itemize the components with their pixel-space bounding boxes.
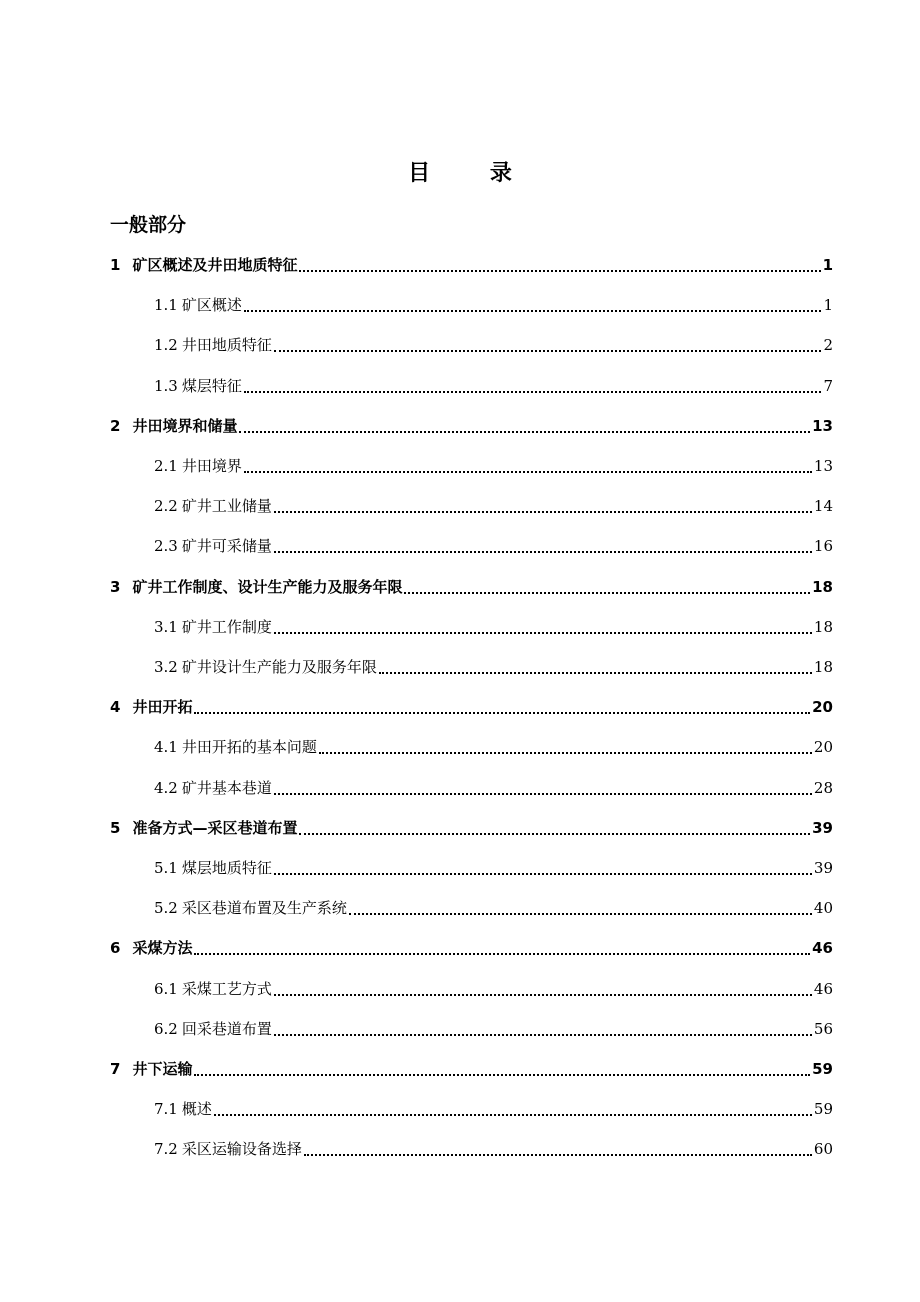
toc-chapter-entry[interactable] — [110, 572, 833, 602]
dot-leader — [299, 833, 810, 835]
dot-leader — [274, 793, 812, 795]
toc-entry-page-number: 1 — [823, 296, 833, 314]
toc-entry-number: 6.1 — [154, 980, 178, 998]
toc-section-entry[interactable] — [154, 1014, 833, 1044]
toc-entry-page-number: 60 — [813, 1140, 833, 1158]
toc-entry-title: 矿井基本巷道 — [181, 779, 272, 797]
toc-entry-page-number: 2 — [823, 336, 833, 354]
toc-entry-page-number: 28 — [813, 779, 833, 797]
toc-entry-title: 井田地质特征 — [181, 336, 272, 354]
toc-entry-number: 5.2 — [154, 899, 178, 917]
toc-entry-page-number: 7 — [823, 377, 833, 395]
toc-entry-number: 4 — [110, 698, 121, 716]
toc-entry-title: 煤层特征 — [181, 377, 242, 395]
toc-entry-page-number: 59 — [813, 1100, 833, 1118]
toc-entry-number: 3.2 — [154, 658, 178, 676]
toc-entry-title: 煤层地质特征 — [181, 859, 272, 877]
toc-chapter-entry[interactable] — [110, 692, 833, 722]
toc-section-entry[interactable] — [154, 893, 833, 923]
dot-leader — [214, 1114, 812, 1116]
toc-entry-page-number: 59 — [812, 1060, 833, 1078]
toc-entry-number: 6.2 — [154, 1020, 178, 1038]
toc-title: 目 录 — [408, 161, 538, 186]
toc-section-entry[interactable] — [154, 652, 833, 682]
toc-entry-number: 2 — [110, 417, 121, 435]
toc-entry-page-number: 20 — [813, 738, 833, 756]
toc-entry-title: 矿井可采储量 — [181, 537, 272, 555]
dot-leader — [244, 310, 822, 312]
dot-leader — [244, 471, 812, 473]
toc-section-entry[interactable] — [154, 732, 833, 762]
toc-entry-number: 7.2 — [154, 1140, 178, 1158]
toc-entry-title: 采区运输设备选择 — [181, 1140, 302, 1158]
toc-section-entry[interactable] — [154, 773, 833, 803]
section-heading: 一般部分 — [110, 214, 187, 236]
dot-leader — [274, 632, 812, 634]
toc-entry-page-number: 14 — [813, 497, 833, 515]
toc-entry-title: 矿区概述及井田地质特征 — [132, 256, 298, 274]
toc-entry-title: 井下运输 — [132, 1060, 193, 1078]
toc-entry-number: 1 — [110, 256, 121, 274]
toc-section-entry[interactable] — [154, 1094, 833, 1124]
dot-leader — [194, 953, 810, 955]
toc-entry-title: 矿井工业储量 — [181, 497, 272, 515]
toc-entry-title: 井田境界 — [181, 457, 242, 475]
dot-leader — [274, 873, 812, 875]
toc-entry-title: 准备方式—采区巷道布置 — [132, 819, 298, 837]
toc-entry-number: 4.1 — [154, 738, 178, 756]
dot-leader — [274, 350, 822, 352]
toc-entry-number: 1.2 — [154, 336, 178, 354]
toc-chapter-entry[interactable] — [110, 411, 833, 441]
toc-entry-title: 采煤工艺方式 — [181, 980, 272, 998]
toc-section-entry[interactable] — [154, 330, 833, 360]
toc-entry-title: 井田境界和储量 — [132, 417, 238, 435]
toc-section-entry[interactable] — [154, 491, 833, 521]
toc-entry-title: 采区巷道布置及生产系统 — [181, 899, 347, 917]
dot-leader — [274, 511, 812, 513]
toc-entry-page-number: 16 — [813, 537, 833, 555]
dot-leader — [194, 712, 810, 714]
toc-entry-title: 井田开拓的基本问题 — [181, 738, 317, 756]
toc-chapter-entry[interactable] — [110, 1054, 833, 1084]
dot-leader — [194, 1074, 810, 1076]
toc-entry-title: 概述 — [181, 1100, 212, 1118]
toc-section-entry[interactable] — [154, 290, 833, 320]
toc-entry-number: 5 — [110, 819, 121, 837]
toc-chapter-entry[interactable] — [110, 933, 833, 963]
toc-entry-number: 1.3 — [154, 377, 178, 395]
toc-entry-page-number: 13 — [813, 457, 833, 475]
toc-entry-page-number: 20 — [812, 698, 833, 716]
toc-entry-title: 矿区概述 — [181, 296, 242, 314]
toc-section-entry[interactable] — [154, 974, 833, 1004]
toc-entry-page-number: 56 — [813, 1020, 833, 1038]
toc-entry-number: 7.1 — [154, 1100, 178, 1118]
toc-entry-page-number: 46 — [813, 980, 833, 998]
toc-entry-number: 7 — [110, 1060, 121, 1078]
toc-entry-page-number: 1 — [822, 256, 833, 274]
toc-entry-number: 2.2 — [154, 497, 178, 515]
toc-entry-page-number: 18 — [812, 578, 833, 596]
dot-leader — [319, 752, 812, 754]
toc-section-entry[interactable] — [154, 371, 833, 401]
toc-entry-title: 矿井工作制度、设计生产能力及服务年限 — [132, 578, 403, 596]
toc-entry-title: 矿井设计生产能力及服务年限 — [181, 658, 377, 676]
toc-entry-page-number: 40 — [813, 899, 833, 917]
dot-leader — [404, 592, 810, 594]
toc-entry-page-number: 18 — [813, 658, 833, 676]
toc-entry-page-number: 18 — [813, 618, 833, 636]
dot-leader — [274, 994, 812, 996]
toc-entry-title: 回采巷道布置 — [181, 1020, 272, 1038]
dot-leader — [274, 1034, 812, 1036]
dot-leader — [304, 1154, 812, 1156]
toc-chapter-entry[interactable] — [110, 813, 833, 843]
toc-section-entry[interactable] — [154, 451, 833, 481]
dot-leader — [299, 270, 820, 272]
toc-entry-page-number: 39 — [813, 859, 833, 877]
toc-entry-number: 3.1 — [154, 618, 178, 636]
toc-entry-page-number: 13 — [812, 417, 833, 435]
toc-entry-number: 1.1 — [154, 296, 178, 314]
dot-leader — [349, 913, 812, 915]
toc-entry-number: 6 — [110, 939, 121, 957]
toc-section-entry[interactable] — [154, 612, 833, 642]
toc-entry-number: 5.1 — [154, 859, 178, 877]
dot-leader — [274, 551, 812, 553]
toc-chapter-entry[interactable] — [110, 250, 833, 280]
dot-leader — [244, 391, 822, 393]
toc-entry-number: 2.3 — [154, 537, 178, 555]
toc-section-entry[interactable] — [154, 853, 833, 883]
toc-entry-page-number: 46 — [812, 939, 833, 957]
dot-leader — [379, 672, 812, 674]
toc-section-entry[interactable] — [154, 1134, 833, 1164]
toc-entry-page-number: 39 — [812, 819, 833, 837]
toc-entry-number: 3 — [110, 578, 121, 596]
toc-section-entry[interactable] — [154, 531, 833, 561]
toc-entry-number: 4.2 — [154, 779, 178, 797]
toc-entry-title: 井田开拓 — [132, 698, 193, 716]
toc-entry-title: 采煤方法 — [132, 939, 193, 957]
dot-leader — [239, 431, 810, 433]
toc-entry-title: 矿井工作制度 — [181, 618, 272, 636]
toc-entry-number: 2.1 — [154, 457, 178, 475]
